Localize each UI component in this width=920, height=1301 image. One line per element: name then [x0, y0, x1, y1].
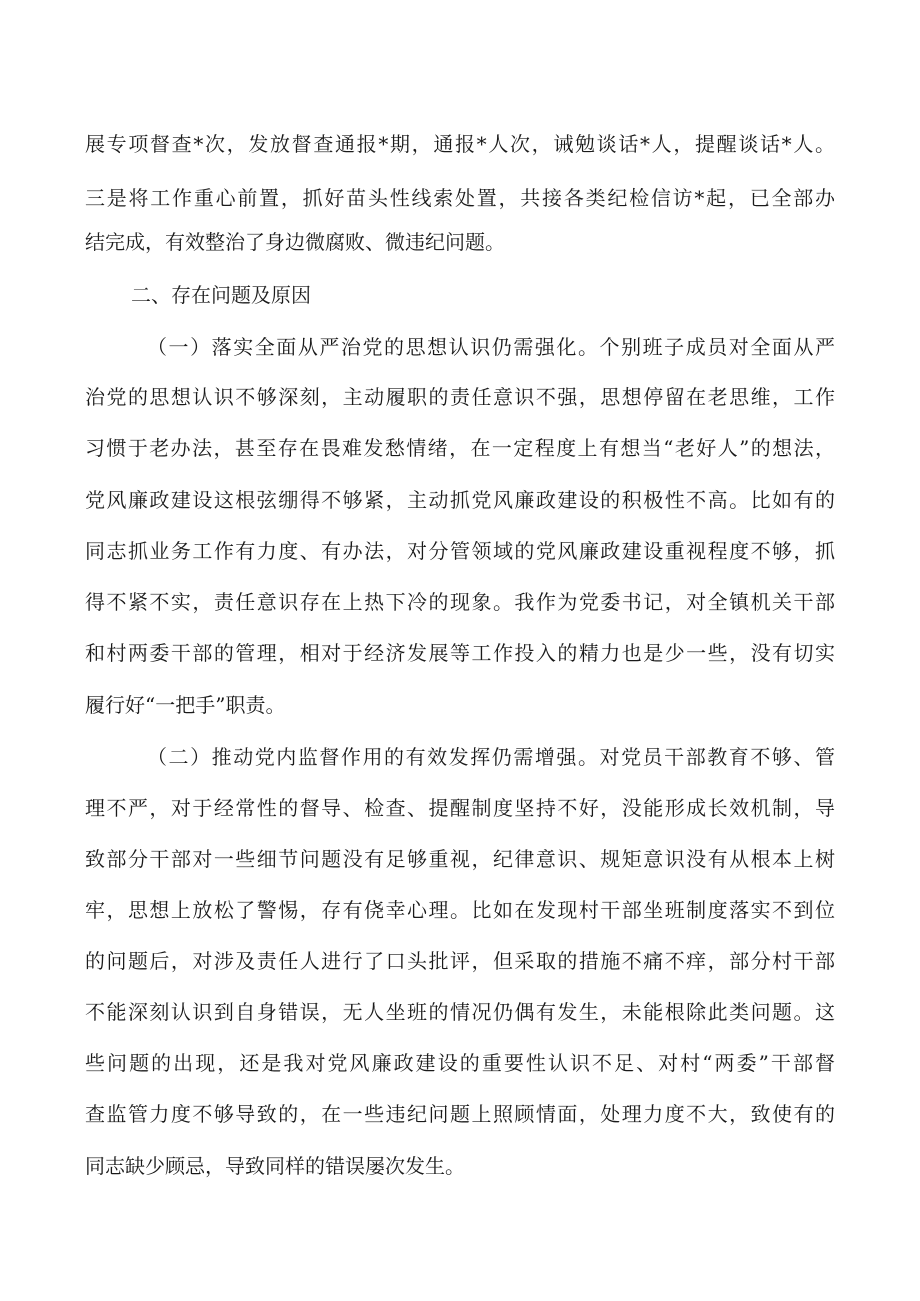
paragraph-line: 同志缺少顾忌，导致同样的错误屡次发生。: [85, 1154, 465, 1178]
paragraph-line: 些问题的出现，还是我对党风廉政建设的重要性认识不足、对村“两委”干部督: [85, 1051, 835, 1075]
paragraph-line: 结完成，有效整治了身边微腐败、微违纪问题。: [85, 230, 505, 254]
paragraph-line: 理不严，对于经常性的督导、检查、提醒制度坚持不好，没能形成长效机制，导: [85, 796, 835, 820]
subsection-heading-line: （一）落实全面从严治党的思想认识仍需强化。个别班子成员对全面从严: [147, 335, 835, 359]
paragraph-line: 牢，思想上放松了警惕，存有侥幸心理。比如在发现村干部坐班制度落实不到位: [85, 898, 835, 922]
paragraph-line: 三是将工作重心前置，抓好苗头性线索处置，共接各类纪检信访*起，已全部办: [85, 186, 835, 210]
paragraph-line: 展专项督查*次，发放督查通报*期，通报*人次，诫勉谈话*人，提醒谈话*人。: [85, 132, 835, 156]
paragraph-line: 不能深刻认识到自身错误，无人坐班的情况仍偶有发生，未能根除此类问题。这: [85, 1000, 835, 1024]
paragraph-line: 习惯于老办法，甚至存在畏难发愁情绪，在一定程度上有想当“老好人”的想法，: [85, 436, 835, 460]
section-heading: 二、存在问题及原因: [131, 283, 311, 307]
paragraph-line: 致部分干部对一些细节问题没有足够重视，纪律意识、规矩意识没有从根本上树: [85, 847, 835, 871]
subsection-heading-line: （二）推动党内监督作用的有效发挥仍需增强。对党员干部教育不够、管: [147, 745, 835, 769]
paragraph-line: 党风廉政建设这根弦绷得不够紧，主动抓党风廉政建设的积极性不高。比如有的: [85, 488, 835, 512]
paragraph-line: 和村两委干部的管理，相对于经济发展等工作投入的精力也是少一些，没有切实: [85, 641, 835, 665]
paragraph-line: 查监管力度不够导致的，在一些违纪问题上照顾情面，处理力度不大，致使有的: [85, 1102, 835, 1126]
paragraph-line: 履行好“一把手”职责。: [85, 693, 286, 717]
paragraph-line: 治党的思想认识不够深刻，主动履职的责任意识不强，思想停留在老思维，工作: [85, 385, 835, 409]
paragraph-line: 同志抓业务工作有力度、有办法，对分管领域的党风廉政建设重视程度不够，抓: [85, 539, 835, 563]
paragraph-line: 的问题后，对涉及责任人进行了口头批评，但采取的措施不痛不痒，部分村干部: [85, 949, 835, 973]
paragraph-line: 得不紧不实，责任意识存在上热下冷的现象。我作为党委书记，对全镇机关干部: [85, 590, 835, 614]
